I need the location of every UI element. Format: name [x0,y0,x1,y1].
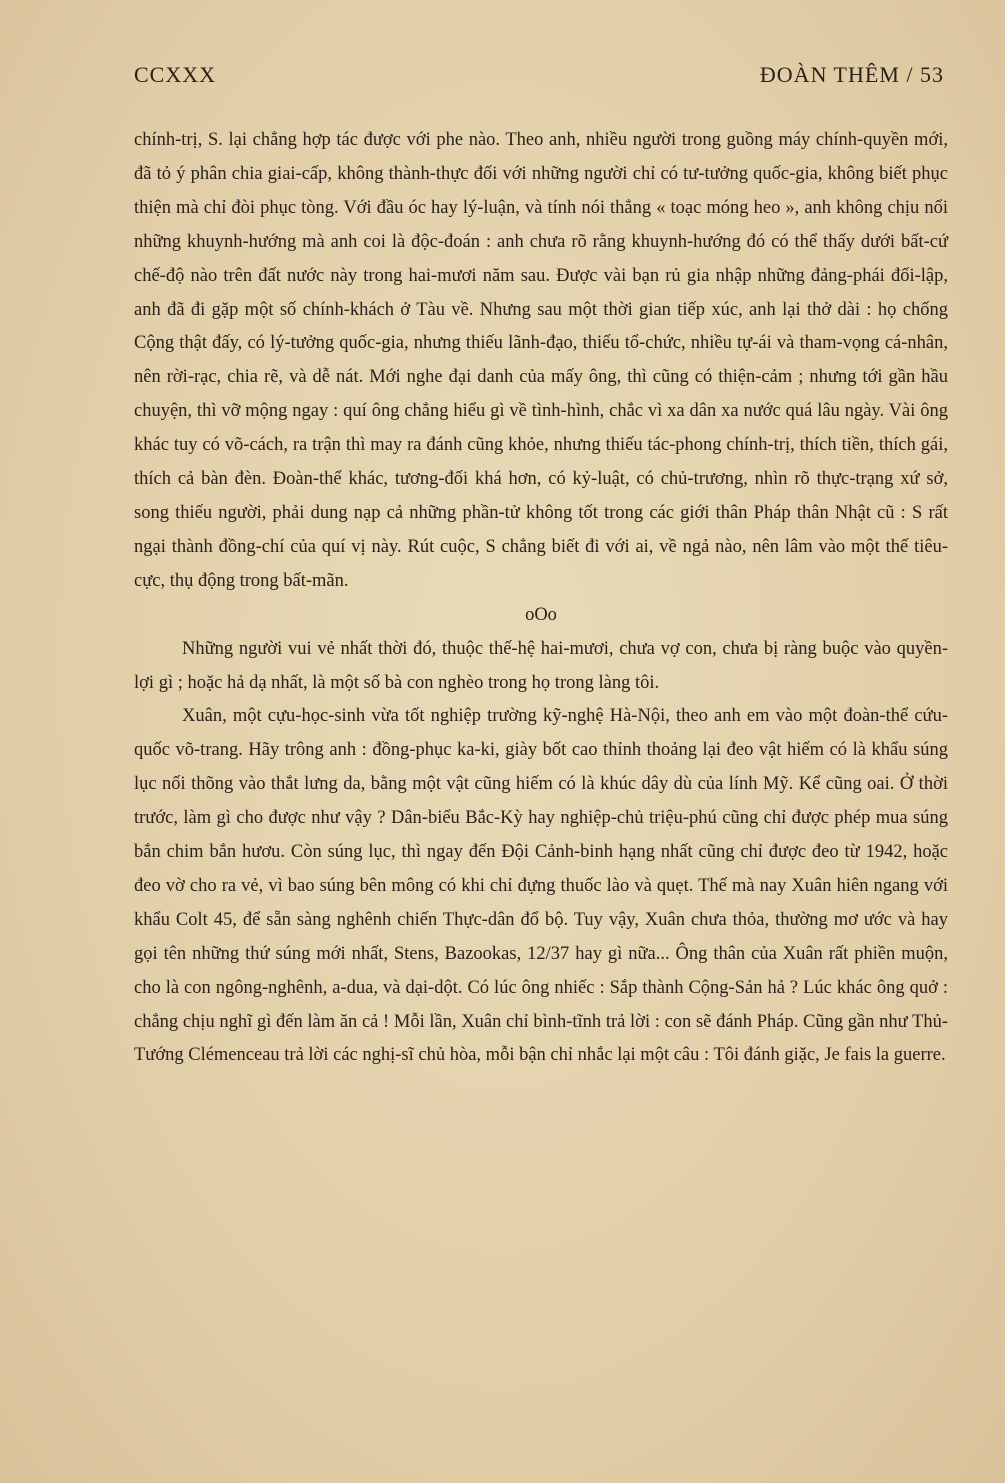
paragraph-3: Xuân, một cựu-học-sinh vừa tốt nghiệp trường kỹ-nghệ Hà-Nội, theo anh em vào một đoàn-thể cứu-quốc võ-trang. Hãy trông anh : đồng-phục ka-ki, giày bốt cao thỉnh thoảng lại đeo vật hiếm có là khẩu súng lục nối thõng vào thắt lưng da, bằng một vật cũng hiếm có là khúc dây dù của lính Mỹ. Kể cũng oai. Ở thời trước, làm gì cho được như vậy ? Dân-biểu Bắc-Kỳ hay nghiệp-chủ triệu-phú cũng chỉ được phép mua súng bắn chim bắn hươu. Còn súng lục, thì ngay đến Đội Cảnh-binh hạng nhất cũng chỉ được đeo từ 1942, hoặc đeo vờ cho ra vẻ, vì bao súng bên mông có khi chỉ đựng thuốc lào và quẹt. Thế mà nay Xuân hiên ngang với khẩu Colt 45, để sẵn sàng nghênh chiến Thực-dân đổ bộ. Tuy vậy, Xuân chưa thỏa, thường mơ ước và hay gọi tên những thứ súng mới nhất, Stens, Bazookas, 12/37 hay gì nữa... Ông thân của Xuân rất phiền muộn, cho là con ngông-nghênh, a-dua, và dại-dột. Có lúc ông nhiếc : Sắp thành Cộng-Sản hả ? Lúc khác ông quở : chẳng chịu nghĩ gì đến làm ăn cả ! Mỗi lần, Xuân chỉ bình-tĩnh trả lời : con sẽ đánh Pháp. Cũng gần như Thủ-Tướng Clémenceau trả lời các nghị-sĩ chủ hòa, mỗi bận chỉ nhắc lại một câu : Tôi đánh giặc, Je fais la guerre. [134,706,948,1066]
author-page-number: ĐOÀN THÊM / 53 [759,62,944,87]
paragraph-2: Những người vui vẻ nhất thời đó, thuộc thế-hệ hai-mươi, chưa vợ con, chưa bị ràng buộc vào quyền-lợi gì ; hoặc hả dạ nhất, là một số bà con nghèo trong họ trong làng tôi. [134,638,948,693]
page-body [134,124,948,1073]
paragraph-1: chính-trị, S. lại chẳng hợp tác được với phe nào. Theo anh, nhiều người trong guồng máy chính-quyền mới, đã tỏ ý phân chia giai-cấp, không thành-thực đối với những người chỉ có tư-tưởng quốc-gia, không biết phục thiện mà chỉ đòi phục tòng. Với đầu óc hay lý-luận, và tính nói thẳng « toạc móng heo », anh không chịu nổi những khuynh-hướng mà anh coi là độc-đoán : anh chưa rõ rằng khuynh-hướng đó có thể thấy dưới bất-cứ chế-độ nào trên đất nước này trong hai-mươi năm sau. Được vài bạn rủ gia nhập những đảng-phái đối-lập, anh đã đi gặp một số chính-khách ở Tàu về. Nhưng sau một thời gian tiếp xúc, anh lại thở dài : họ chống Cộng thật đấy, có lý-tưởng quốc-gia, nhưng thiếu lãnh-đạo, thiếu tổ-chức, nhiều tự-ái và tham-vọng cá-nhân, nên rời-rạc, chia rẽ, và dễ nát. Mới nghe đại danh của mấy ông, thì cũng có thiện-cảm ; nhưng tới gần hầu chuyện, thì vỡ mộng ngay : quí ông chẳng hiểu gì về tình-hình, chắc vì xa dân xa nước quá lâu ngày. Vài ông khác tuy có võ-cách, ra trận thì may ra đánh cũng khỏe, nhưng thiếu tác-phong chính-trị, thích tiền, thích gái, thích cả bàn đèn. Đoàn-thể khác, tương-đối khá hơn, có kỷ-luật, có chủ-trương, nhìn rõ thực-trạng xứ sở, song thiếu người, phải dung nạp cả những phần-tử không tốt trong các giới thân Pháp thân Nhật cũ : S rất ngại thành đồng-chí của quí vị này. Rút cuộc, S chẳng biết đi với ai, về ngả nào, nên lâm vào một thế tiêu-cực, thụ động trong bất-mãn. [134,130,948,591]
section-separator: oOo [525,604,557,625]
chapter-number: CCXXX [134,62,217,87]
page-header [134,62,944,96]
